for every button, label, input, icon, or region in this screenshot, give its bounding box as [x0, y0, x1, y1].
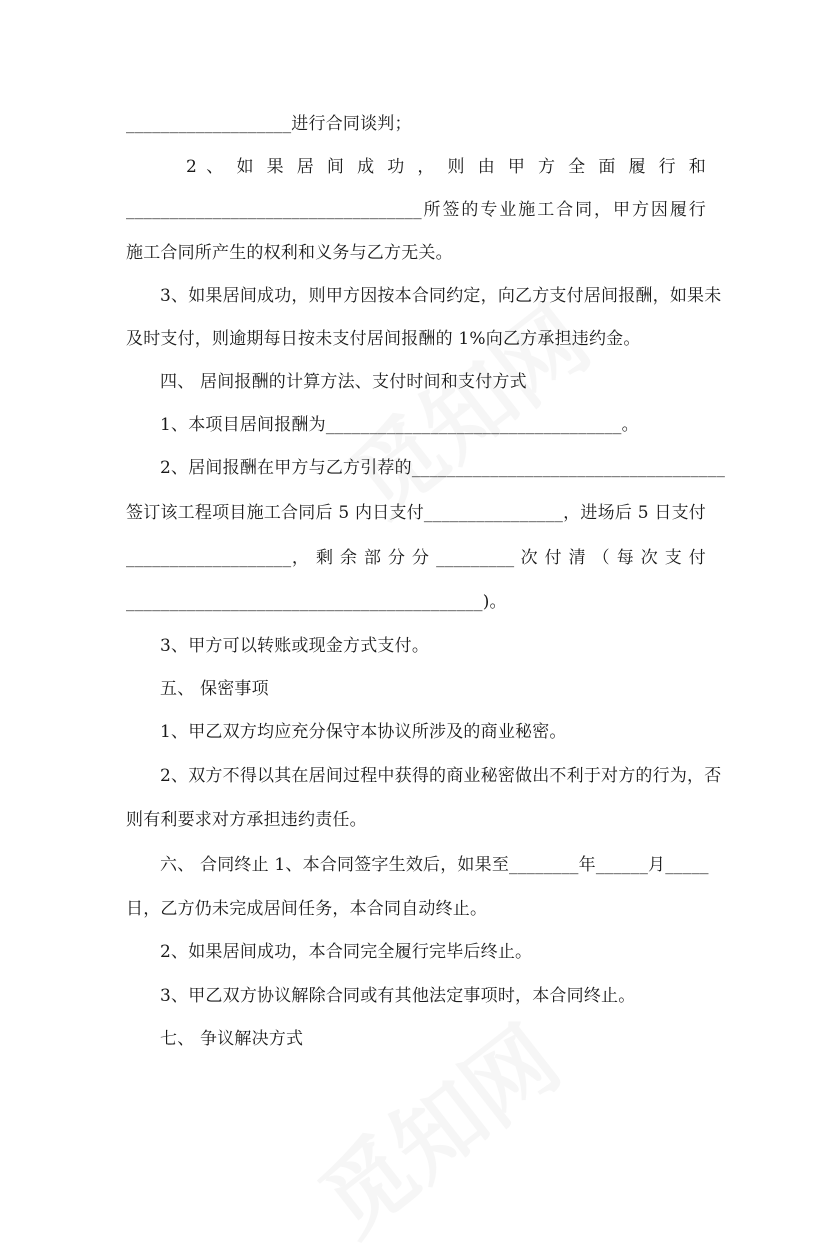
text-line: 2、如果居间成功，本合同完全履行完毕后终止。 [160, 942, 533, 962]
section-heading: 七、 争议解决方式 [160, 1029, 304, 1049]
text-line: 日，乙方仍未完成居间任务，本合同自动终止。 [126, 899, 488, 919]
text-line: 1、甲乙双方均应充分保守本协议所涉及的商业秘密。 [160, 722, 567, 742]
watermark [319, 271, 612, 540]
text-line: 施工合同所产生的权利和义务与乙方无关。 [126, 243, 453, 263]
text-line: 3、甲乙双方协议解除合同或有其他法定事项时，本合同终止。 [160, 986, 636, 1006]
text-line: 3、甲方可以转账或现金方式支付。 [160, 636, 430, 656]
text-line: __________________________________所签的专业施工合同，甲方因履行 [126, 200, 706, 220]
text-line: 签订该工程项目施工合同后 5 内日支付________________，进场后 5 日支付 [126, 503, 706, 523]
text-line: ___________________进行合同谈判； [126, 114, 412, 134]
watermark [289, 991, 582, 1259]
text-line: 2、居间报酬在甲方与乙方引荐的____________________________________ [160, 458, 726, 478]
text-line: 1、本项目居间报酬为__________________________________。 [160, 415, 639, 435]
text-line: 2 、 如 果 居 间 成 功 ， 则 由 甲 方 全 面 履 行 和 [186, 157, 706, 177]
text-line: 则有利要求对方承担违约责任。 [126, 810, 367, 830]
section-heading: 四、 居间报酬的计算方法、支付时间和支付方式 [160, 372, 527, 392]
text-line: 3、如果居间成功，则甲方因按本合同约定，向乙方支付居间报酬，如果未 [160, 286, 722, 306]
text-line: ___________________， 剩 余 部 分 分 _________ 次 付 清 （ 每 次 支 付 [126, 548, 706, 568]
section-heading: 五、 保密事项 [160, 679, 269, 699]
text-line: _________________________________________)。 [126, 592, 507, 612]
section-heading: 六、 合同终止 1、本合同签字生效后，如果至________年______月_____ [160, 855, 709, 875]
text-line: 2、双方不得以其在居间过程中获得的商业秘密做出不利于对方的行为，否 [160, 766, 722, 786]
text-line: 及时支付，则逾期每日按未支付居间报酬的 1%向乙方承担违约金。 [126, 329, 641, 349]
